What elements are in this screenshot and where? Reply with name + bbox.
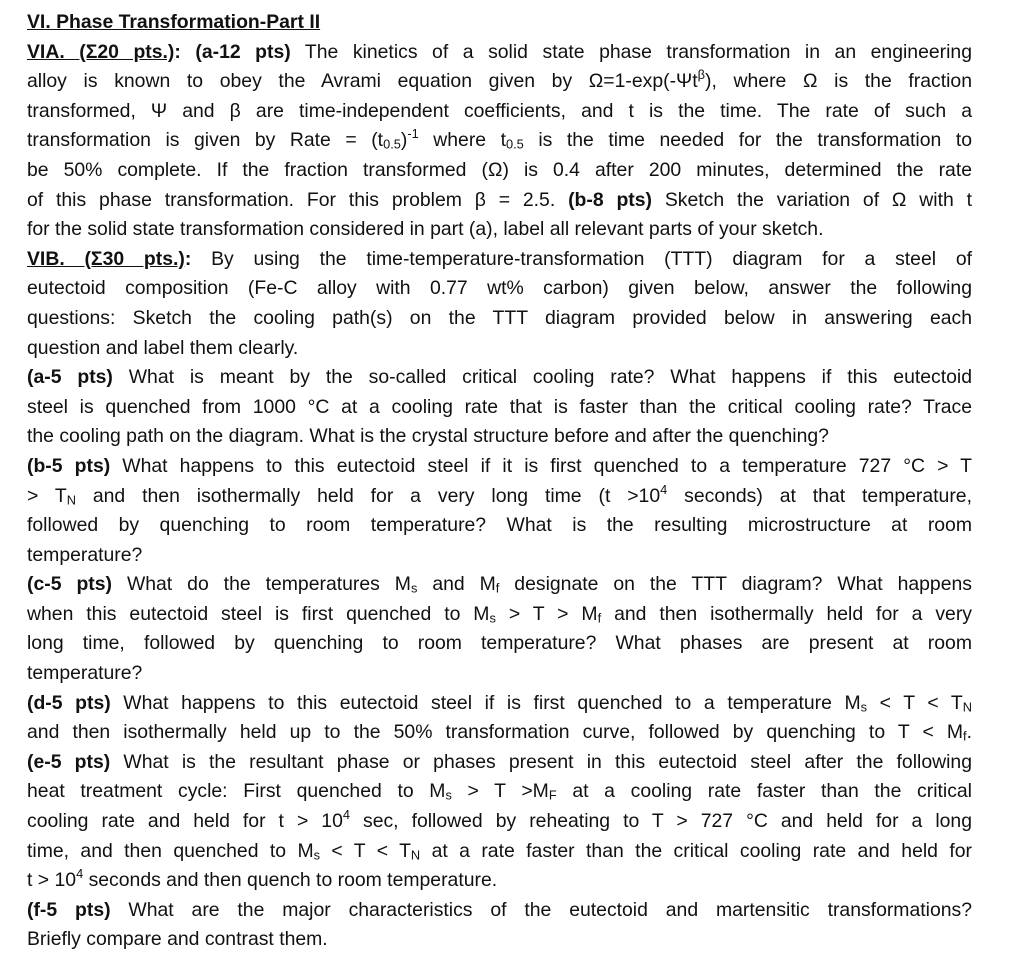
qc-line-3: long time, followed by quenching to room temperature? What phases are present at room xyxy=(27,632,972,655)
via-line-7: for the solid state transformation considered in part (a), label all relevant parts of your sketch. xyxy=(27,218,824,241)
qa-line-3: the cooling path on the diagram. What is the crystal structure before and after the quenching? xyxy=(27,425,829,448)
qd-line-1: (d-5 pts) What happens to this eutectoid steel if is first quenched to a temperature $M_s < T < T_N$ xyxy=(27,691,972,715)
qa-label: (a-5 pts) xyxy=(27,366,113,389)
qf-line-1: (f-5 pts) What are the major characteristics of the eutectoid and martensitic transformations? xyxy=(27,898,972,921)
vib-line-2: eutectoid composition (Fe-C alloy with 0.77 wt% carbon) given below, answer the following xyxy=(27,277,972,300)
qc-line-4: temperature? xyxy=(27,662,143,685)
vib-line-1: VIB. (Σ30 pts.): By using the time-temperature-transformation (TTT) diagram for a steel of xyxy=(27,247,972,270)
via-line-6: of this phase transformation. For this problem β = 2.5. (b-8 pts) Sketch the variation of Ω with t xyxy=(27,188,972,211)
qe-line-2: heat treatment cycle: First quenched to $M_s > T >M_F$ at a cooling rate faster than the critical xyxy=(27,780,972,803)
section-title: VI. Phase Transformation-Part II xyxy=(27,11,321,33)
qd-line-2: and then isothermally held up to the 50% transformation curve, followed by quenching to $T < M_f$. xyxy=(27,721,972,744)
qe-line-4: time, and then quenched to $M_s < T < T_N$ at a rate faster than the critical cooling rate and held for xyxy=(27,839,972,863)
vib-line-3: questions: Sketch the cooling path(s) on the TTT diagram provided below in answering each xyxy=(27,306,972,329)
qa-line-2: steel is quenched from 1000 °C at a cooling rate that is faster than the critical cooling rate? Trace xyxy=(27,395,972,418)
qf-label: (f-5 pts) xyxy=(27,898,111,921)
qc-line-1: (c-5 pts) What do the temperatures $M_s$ and $M_f$ designate on the TTT diagram? What happens xyxy=(27,573,972,596)
qb-line-3: followed by quenching to room temperature? What is the resulting microstructure at room xyxy=(27,514,972,537)
via-line-4: transformation is given by Rate = $(t_{0.5})^{-1}$ where $t_{0.5}$ is the time needed for the transformation to xyxy=(27,126,973,152)
via-line-1: VIA. (Σ20 pts.): (a-12 pts) The kinetics of a solid state phase transformation in an engineering xyxy=(27,40,972,63)
vib-label: VIB. (Σ30 pts.) xyxy=(27,247,185,270)
qe-line-5: $t > 10^4$ seconds and then quench to room temperature. xyxy=(27,866,498,892)
qb-line-1: (b-5 pts) What happens to this eutectoid steel if it is first quenched to a temperature 727 °C > T xyxy=(27,454,972,477)
via-line-2: alloy is known to obey the Avrami equation given by $\Omega=1-\exp(-\Psi t^\beta)$, where Ω is the fraction xyxy=(27,67,972,93)
via-part-b-label: (b-8 pts) xyxy=(568,188,653,211)
via-label: VIA. (Σ20 pts.) xyxy=(27,40,175,63)
document-page xyxy=(27,8,972,955)
qc-line-2: when this eutectoid steel is first quenched to $M_s > T > M_f$ and then isothermally held for a very xyxy=(27,602,972,626)
qb-label: (b-5 pts) xyxy=(27,454,111,477)
qe-line-3: cooling rate and held for $t > 10^4$ sec, followed by reheating to T > 727 °C and held for a long xyxy=(27,807,972,833)
qa-line-1: (a-5 pts) What is meant by the so-called critical cooling rate? What happens if this eutectoid xyxy=(27,366,972,389)
via-line-5: be 50% complete. If the fraction transformed (Ω) is 0.4 after 200 minutes, determined the rate xyxy=(27,158,972,181)
qc-label: (c-5 pts) xyxy=(27,573,112,596)
qb-line-4: temperature? xyxy=(27,543,143,566)
qe-label: (e-5 pts) xyxy=(27,750,111,773)
vib-line-4: question and label them clearly. xyxy=(27,336,299,359)
qb-line-2: > $T_N$ and then isothermally held for a very long time ($t >10^4$ seconds) at that temperature, xyxy=(27,481,972,508)
via-part-a-label: (a-12 pts) xyxy=(195,40,291,63)
via-line-3: transformed, Ψ and β are time-independent coefficients, and t is the time. The rate of such a xyxy=(27,99,972,122)
qd-label: (d-5 pts) xyxy=(27,691,111,714)
qf-line-2: Briefly compare and contrast them. xyxy=(27,928,328,951)
qe-line-1: (e-5 pts) What is the resultant phase or phases present in this eutectoid steel after the following xyxy=(27,750,972,773)
